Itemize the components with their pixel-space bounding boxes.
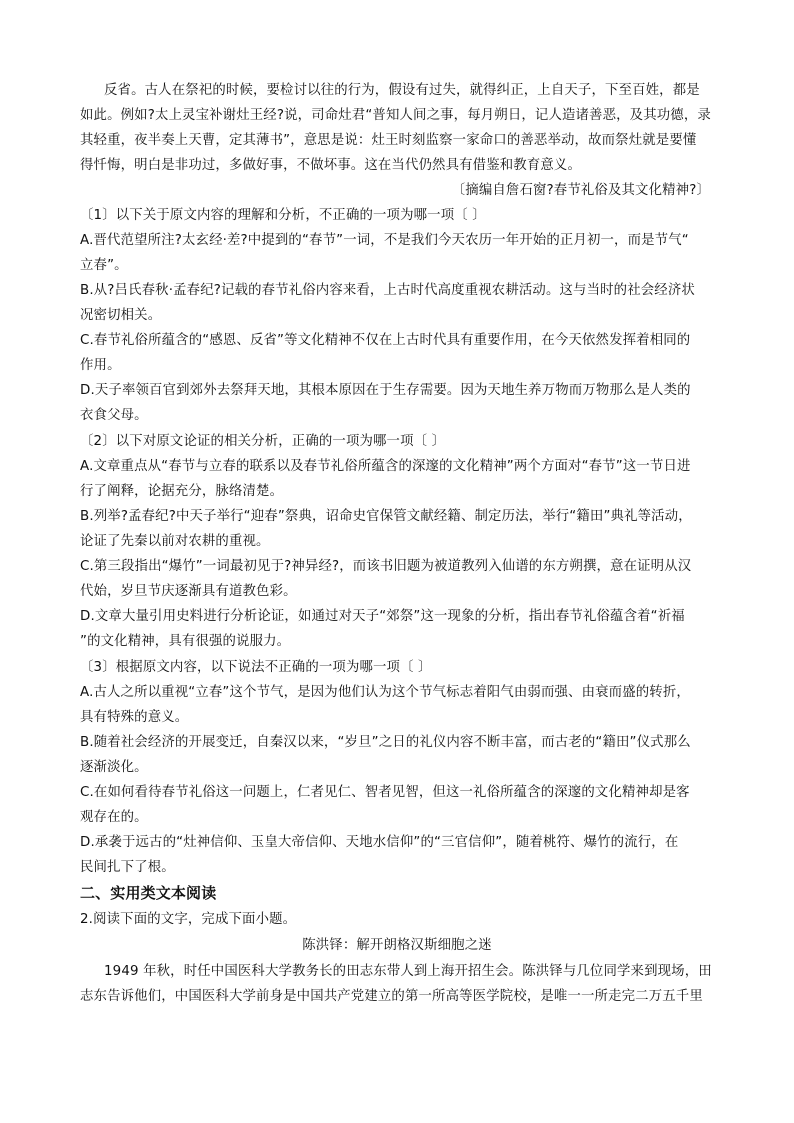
option-line: C.第三段指出“爆竹”一词最初见于?神异经?，而该书旧题为被道教列入仙谱的东方朔撰，意在证明从汉 [80, 559, 692, 574]
option-line: D.承袭于远古的“灶神信仰、玉皇大帝信仰、天地水信仰”的“三官信仰”，随着桃符、爆竹的流行，在 [80, 835, 679, 850]
option-line: 民间扎下了根。 [80, 860, 175, 875]
question-stem: 〔1〕以下关于原文内容的理解和分析，不正确的一项为哪一项〔 〕 [80, 208, 486, 223]
passage-line: 如此。例如?太上灵宝补谢灶王经?说，司命灶君“普知人间之事，每月朔日，记人造诸善恶，及其功德，录 [80, 108, 711, 123]
option-line: D.天子率领百官到郊外去祭拜天地，其根本原因在于生存需要。因为天地生养万物而万物那么是人类的 [80, 383, 691, 398]
article-title: 陈洪铎：解开朗格汉斯细胞之迷 [302, 938, 492, 953]
option-line: ”的文化精神，具有很强的说服力。 [80, 634, 291, 649]
passage-line: 得忏悔，明白是非功过，多做好事，不做坏事。这在当代仍然具有借鉴和教育意义。 [80, 158, 582, 173]
section-heading: 二、实用类文本阅读 [80, 884, 217, 902]
passage-line: 其轻重，夜半奏上天曹，定其薄书”，意思是说：灶王时刻监察一家命口的善恶举动，故而祭灶就是要懂 [80, 133, 697, 148]
option-line: 况密切相关。 [80, 308, 162, 323]
option-line: 行了阐释，论据充分，脉络清楚。 [80, 484, 284, 499]
option-line: A.古人之所以重视“立春”这个节气，是因为他们认为这个节气标志着阳气由弱而强、由衰而盛的转折， [80, 685, 690, 700]
option-line: 衣食父母。 [80, 408, 148, 423]
option-line: D.文章大量引用史料进行分析论证，如通过对天子“郊祭”这一现象的分析，指出春节礼俗蕴含着“祈福 [80, 609, 685, 624]
option-line: B.列举?孟春纪?中天子举行“迎春”祭典，诏命史官保管文献经籍、制定历法，举行“籍田”典礼等活动， [80, 509, 692, 524]
passage-line: 反省。古人在祭祀的时候，要检讨以往的行为，假设有过失，就得纠正，上自天子，下至百姓，都是 [104, 83, 700, 98]
option-line: 作用。 [80, 358, 121, 373]
option-line: A.晋代范望所注?太玄经·差?中提到的“春节”一词，不是我们今天农历一年开始的正月初一，而是节气“ [80, 233, 689, 248]
option-line: B.随着社会经济的开展变迁，自秦汉以来，“岁旦”之日的礼仪内容不断丰富，而古老的“籍田”仪式那么 [80, 735, 691, 750]
option-line: C.在如何看待春节礼俗这一问题上，仁者见仁、智者见智，但这一礼俗所蕴含的深邃的文化精神却是客 [80, 785, 690, 800]
question-intro: 2.阅读下面的文字，完成下面小题。 [80, 912, 297, 927]
option-line: 代始，岁旦节庆逐渐具有道教色彩。 [80, 584, 297, 599]
option-line: 具有特殊的意义。 [80, 710, 189, 725]
option-line: 论证了先秦以前对农耕的重视。 [80, 534, 270, 549]
article-line: 志东告诉他们，中国医科大学前身是中国共产党建立的第一所高等医学院校，是唯一一所走完二万五千里 [80, 989, 703, 1004]
option-line: 逐渐淡化。 [80, 760, 148, 775]
option-line: B.从?吕氏春秋·孟春纪?记载的春节礼俗内容来看，上古时代高度重视农耕活动。这与当时的社会经济状 [80, 283, 695, 298]
question-stem: 〔3〕根据原文内容，以下说法不正确的一项为哪一项〔 〕 [80, 660, 432, 675]
option-line: 观存在的。 [80, 810, 148, 825]
article-line: 1949 年秋，时任中国医科大学教务长的田志东带人到上海开招生会。陈洪铎与几位同学来到现场，田 [104, 964, 712, 979]
option-line: C.春节礼俗所蕴含的“感恩、反省”等文化精神不仅在上古时代具有重要作用，在今天依然发挥着相同的 [80, 333, 691, 348]
question-stem: 〔2〕以下对原文论证的相关分析，正确的一项为哪一项〔 〕 [80, 434, 446, 449]
option-line: A.文章重点从“春节与立春的联系以及春节礼俗所蕴含的深邃的文化精神”两个方面对“春节”这一节日进 [80, 459, 691, 474]
source-citation: 〔摘编自詹石窗?春节礼俗及其文化精神?〕 [451, 183, 710, 198]
option-line: 立春”。 [80, 258, 128, 273]
